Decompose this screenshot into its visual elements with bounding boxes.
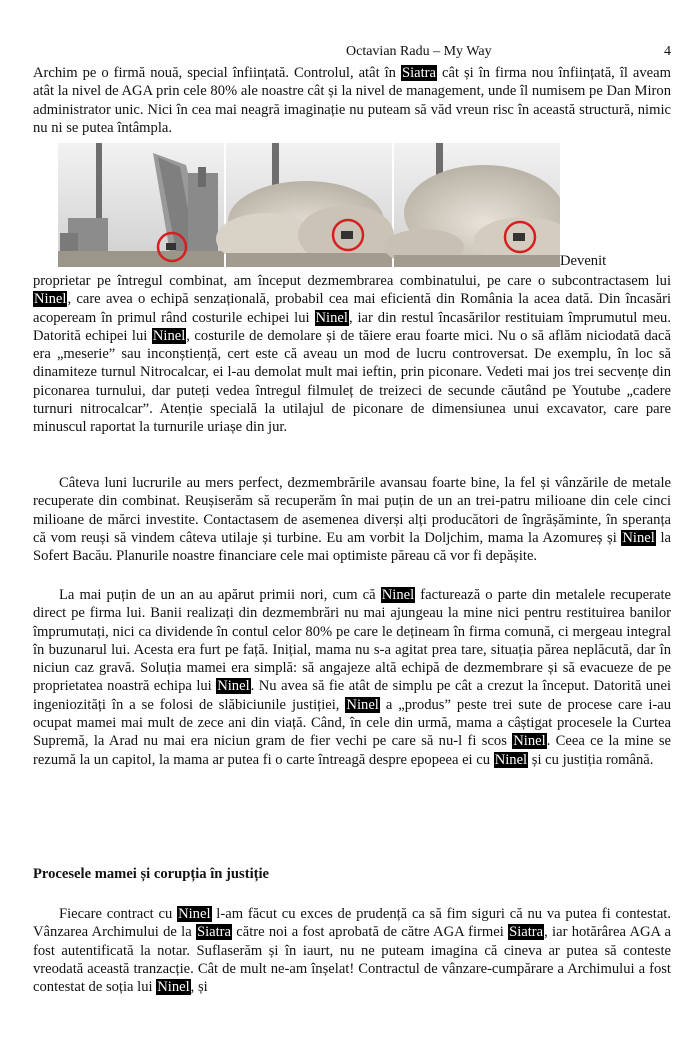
- demolition-photo-sequence: [58, 143, 560, 267]
- text-run: Archim pe o firmă nouă, special înființată. Controlul, atât în: [33, 65, 401, 81]
- text-run: , care avea o echipă senzațională, probabil cea mai eficientă din România la acea dată. Din încasări acopeream în primul rând costurile echipei lui: [33, 291, 671, 326]
- paragraph-4: [33, 586, 671, 769]
- text-run: Câteva luni lucrurile au mers perfect, dezmembrările avansau foarte bine, la fel și vânzările de metale recuperate din combinat. Reușiserăm să recuperăm în mai puțin de un an trei-patru milioane din cele cinci milioane de mărci investite. Contactasem de asemenea diverși alți producători de îngrășăminte, în speranța că vom reuși să vindem câteva utilaje și turbine. Eu am vorbit la Doljchim, mama la Azomureș și: [33, 475, 671, 546]
- highlighted-name: Ninel: [217, 678, 250, 695]
- text-run: l-am făcut cu exces de prudență ca să fim siguri că nu va putea fi contestat. Vânzarea Archimului de la: [33, 906, 672, 941]
- text-run: . Ceea ce la mine se rezumă la un capitol, la mama ar putea fi o carte întreagă despre epopeea ei cu: [33, 733, 671, 768]
- text-run: Fiecare contract cu: [59, 906, 178, 922]
- paragraph-2: [33, 272, 671, 437]
- highlighted-name: Ninel: [152, 327, 186, 344]
- highlighted-name: Ninel: [513, 733, 546, 750]
- paragraph-3: [33, 474, 671, 565]
- text-run: . Nu avea să fie atât de simplu pe cât a crezut la început. Datorită unei ingeniozități în a se folosi de slăbiciunile justiției,: [33, 678, 671, 713]
- page-header: [0, 44, 700, 64]
- text-run: către noi a fost aprobată de către AGA firmei: [232, 924, 509, 941]
- header-title: Octavian Radu – My Way: [346, 44, 492, 59]
- highlighted-name: Ninel: [622, 529, 655, 546]
- continuation-word: Devenit: [560, 253, 607, 269]
- highlighted-name: Ninel: [157, 979, 190, 996]
- paragraph-5: [33, 905, 671, 996]
- text-run: a „produs” peste trei sute de procese care i-au ocupat mamei mai mult de zece ani din viață. Când, în cele din urmă, mama a câștigat procesele la Curtea Supremă, la Arad nu mai era niciun gram de fier vechi pe care să nu-l fi scos: [33, 696, 672, 750]
- highlighted-name: Ninel: [178, 906, 211, 922]
- page-number: 4: [664, 44, 671, 59]
- photo-frame-1: [58, 143, 224, 267]
- photo-frame-2: [216, 143, 394, 267]
- highlighted-name: Siatra: [509, 924, 544, 941]
- highlighted-name: Siatra: [401, 65, 437, 81]
- text-run: La mai puțin de un an au apărut primii nori, cum că: [59, 587, 381, 603]
- text-run: , iar din restul încasărilor restituiam împrumutul meu. Datorită echipei lui: [33, 309, 671, 344]
- text-run: facturează o parte din metalele recuperate direct pe firma lui. Banii realizați din dezmembrări nu mai ajungeau la mine nici pentru restituirea banilor împrumutați, nici ca dividende în contul celor 80% pe care le dețineam în firma comună, ci mergeau integral în buzunarul lui. Acesta era furt pe față. Inițial, mama nu s-a agitat prea tare, situația părea neplăcută, dar în niciun caz gravă. Soluția mamei era simplă: să angajeze altă echipă de dezmembrare și să evacueze de pe proprietatea noastră echipa lui: [33, 587, 671, 695]
- text-run: cât și în firma nou înființată, îl aveam atât la nivel de AGA prin cele 80% ale noastre cât și la nivel de management, unde îl numisem pe Dan Miron administrator unic. Nici în cea mai neagră imaginație nu puteam să văd vreun risc în această structură, nimic nu ni se putea întâmpla.: [33, 65, 671, 136]
- highlighted-name: Siatra: [196, 924, 231, 941]
- highlighted-name: Ninel: [34, 291, 67, 308]
- text-run: la Sofert Bacău. Planurile noastre financiare cele mai optimiste păreau că vor fi depășite.: [33, 529, 671, 565]
- photo-frame-3: [384, 143, 560, 267]
- section-heading: Procesele mamei și corupția în justiție: [33, 866, 270, 882]
- text-run: , iar hotărârea AGA a fost autentificată la notar. Suflaserăm și în iaurt, nu ne puteam imagina că cineva ar putea să conteste vreodată această tranzacție. Cât de mult ne-am înșelat! Contractul de vânzare-cumpărare a Archimului a fost contestat de soția lui: [33, 924, 671, 996]
- text-run: proprietar pe întregul combinat, am început dezmembrarea combinatului, pe care o subcontractasem lui: [33, 273, 671, 289]
- highlighted-name: Ninel: [346, 696, 379, 713]
- text-run: și cu justiția română.: [528, 751, 654, 768]
- text-run: , costurile de demolare și de tăiere erau foarte mici. Nu o să aflăm niciodată dacă era „meserie” sau inconștiență, cert este că aveau un mod de lucru controversat. De exemplu, în loc să dinamiteze turnul Nitrocalcar, ei l-au demolat mult mai ieftin, prin piconare. Vedeti mai jos trei secvențe din piconarea turnului, dar puteți vedea întregul filmuleț de treizeci de secunde căutând pe Youtube „cadere turnuri nitrocalcar”. Atenție specială la utilajul de piconare de dimensiunea unui excavator, care pare minuscul raportat la turnurile uriașe din jur.: [33, 327, 671, 436]
- text-run: , și: [190, 979, 208, 996]
- paragraph-1: [33, 64, 671, 137]
- highlighted-name: Ninel: [381, 587, 415, 603]
- highlighted-name: Ninel: [315, 309, 348, 326]
- highlighted-name: Ninel: [494, 751, 528, 768]
